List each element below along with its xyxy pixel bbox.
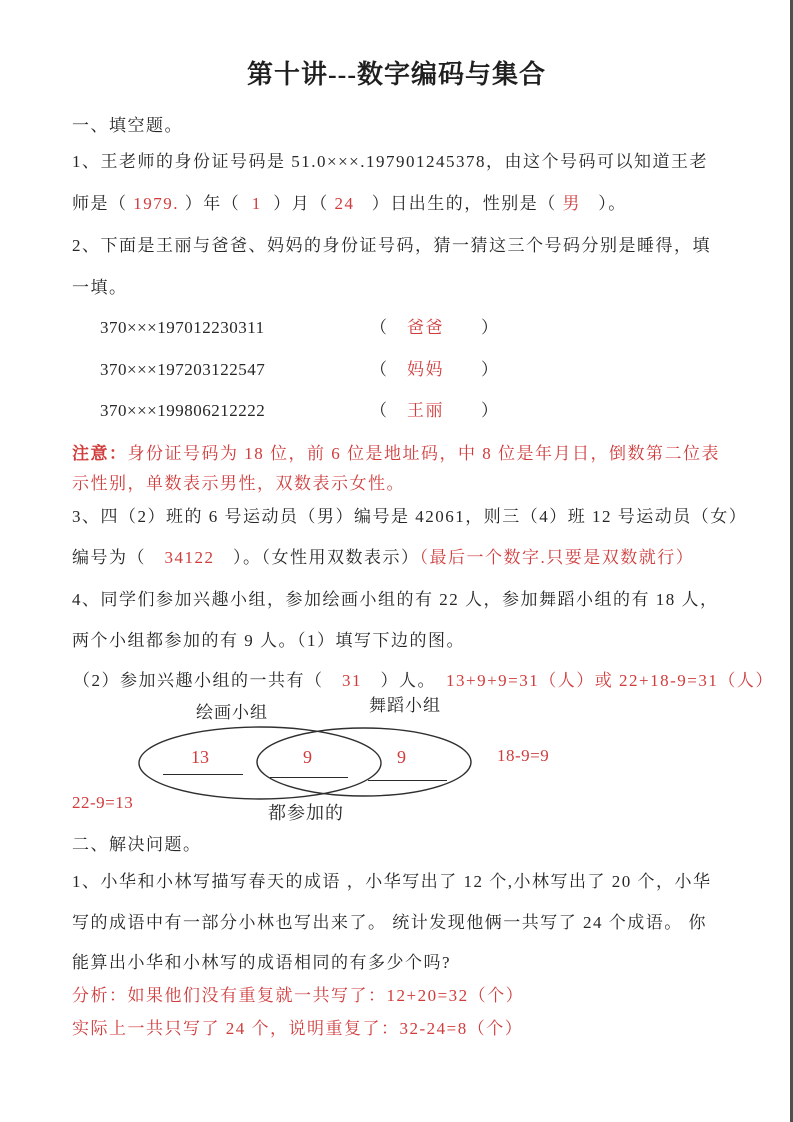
note-line2: 示性别，单数表示男性，双数表示女性。 — [72, 474, 405, 493]
s2-q1-line3: 能算出小华和小林写的成语相同的有多少个吗? — [72, 953, 452, 972]
venn-right-value: 9 — [397, 747, 406, 767]
analysis-line2: 实际上一共只写了 24 个，说明重复了：32-24=8（个） — [72, 1019, 524, 1038]
venn-blank-underline-left — [163, 774, 243, 775]
q2-line1: 2、下面是王丽与爸爸、妈妈的身份证号码，猜一猜这三个号码分别是睡得，填 — [72, 236, 711, 255]
id-number: 370×××199806212222 — [100, 401, 266, 420]
paren-open: （ — [370, 318, 407, 337]
q3-text-b: ）。（女性用双数表示） — [214, 548, 420, 567]
venn-left-equation: 22-9=13 — [72, 793, 134, 812]
venn-blank-underline-right — [368, 780, 447, 781]
q4-line2: 两个小组都参加的有 9 人。（1）填写下边的图。 — [72, 631, 465, 650]
q1-answer-year: 1979. — [133, 194, 179, 213]
section1-heading: 一、填空题。 — [72, 116, 183, 135]
venn-bottom-label: 都参加的 — [268, 803, 344, 823]
venn-left-value: 13 — [191, 747, 209, 767]
venn-left-label: 绘画小组 — [196, 703, 268, 722]
q1-text-c: ）月（ — [261, 194, 335, 213]
q1-answer-month: 1 — [251, 194, 262, 213]
q4-answer-total: 31 — [342, 671, 362, 690]
id-row-mother — [0, 360, 793, 382]
q4-solution: 13+9+9=31（人）或 22+18-9=31（人） — [446, 671, 774, 690]
venn-right-ellipse — [257, 728, 471, 796]
id-number: 370×××197012230311 — [100, 318, 265, 337]
q1-answer-day: 24 — [334, 194, 355, 213]
note-text1: 身份证号码为 18 位，前 6 位是地址码，中 8 位是年月日，倒数第二位表 — [127, 444, 720, 463]
venn-middle-value: 9 — [303, 747, 312, 767]
analysis-line1: 分析：如果他们没有重复就一共写了：12+20=32（个） — [72, 986, 525, 1005]
q4-text-b: ）人。 — [362, 671, 446, 690]
id-row-father — [0, 318, 793, 340]
note-line1 — [72, 444, 720, 464]
id-answer-group — [370, 318, 500, 338]
paren-open: （ — [370, 360, 407, 379]
q4-text-a: （2）参加兴趣小组的一共有（ — [73, 671, 342, 690]
q3-line2 — [72, 548, 694, 568]
paren-close: ） — [444, 318, 500, 337]
q3-answer: 34122 — [164, 548, 215, 567]
s2-q1-line1: 1、小华和小林写描写春天的成语 ，小华写出了 12 个,小林写出了 20 个，小华 — [72, 872, 712, 891]
paren-close: ） — [444, 401, 500, 420]
paren-open: （ — [370, 401, 407, 420]
venn-blank-underline-middle — [270, 777, 348, 778]
paren-close: ） — [444, 360, 500, 379]
q1-text-e: ）。 — [581, 194, 627, 213]
q1-text-a: 师是（ — [72, 194, 134, 213]
venn-right-equation: 18-9=9 — [497, 746, 550, 765]
note-label: 注意： — [72, 444, 128, 463]
venn-left-ellipse — [139, 727, 381, 799]
section2-heading: 二、解决问题。 — [72, 835, 202, 854]
q1-text-d: ）日出生的，性别是（ — [354, 194, 563, 213]
venn-right-label: 舞蹈小组 — [369, 696, 441, 715]
page-title: 第十讲---数字编码与集合 — [247, 60, 546, 89]
q1-text-b: ）年（ — [179, 194, 252, 213]
q3-line1: 3、四（2）班的 6 号运动员（男）编号是 42061，则三（4）班 12 号运动员（女） — [72, 507, 748, 526]
q4-line3 — [73, 671, 774, 691]
id-answer-group — [370, 401, 500, 421]
id-answer: 爸爸 — [407, 318, 444, 337]
q1-line2 — [72, 194, 627, 214]
q3-remark: （最后一个数字.只要是双数就行） — [419, 548, 695, 567]
id-answer-group — [370, 360, 500, 380]
q1-line1: 1、王老师的身份证号码是 51.0×××.197901245378，由这个号码可以知道王老 — [72, 152, 709, 171]
s2-q1-line2: 写的成语中有一部分小林也写出来了。 统计发现他俩一共写了 24 个成语。 你 — [72, 913, 707, 932]
id-answer: 妈妈 — [407, 360, 444, 379]
q1-answer-gender: 男 — [562, 194, 581, 213]
id-number: 370×××197203122547 — [100, 360, 266, 379]
q4-line1: 4、同学们参加兴趣小组，参加绘画小组的有 22 人，参加舞蹈小组的有 18 人， — [72, 590, 719, 609]
id-row-daughter — [0, 401, 793, 423]
q3-text-a: 编号为（ — [72, 548, 165, 567]
q2-line2: 一填。 — [72, 278, 128, 297]
id-answer: 王丽 — [407, 401, 444, 420]
